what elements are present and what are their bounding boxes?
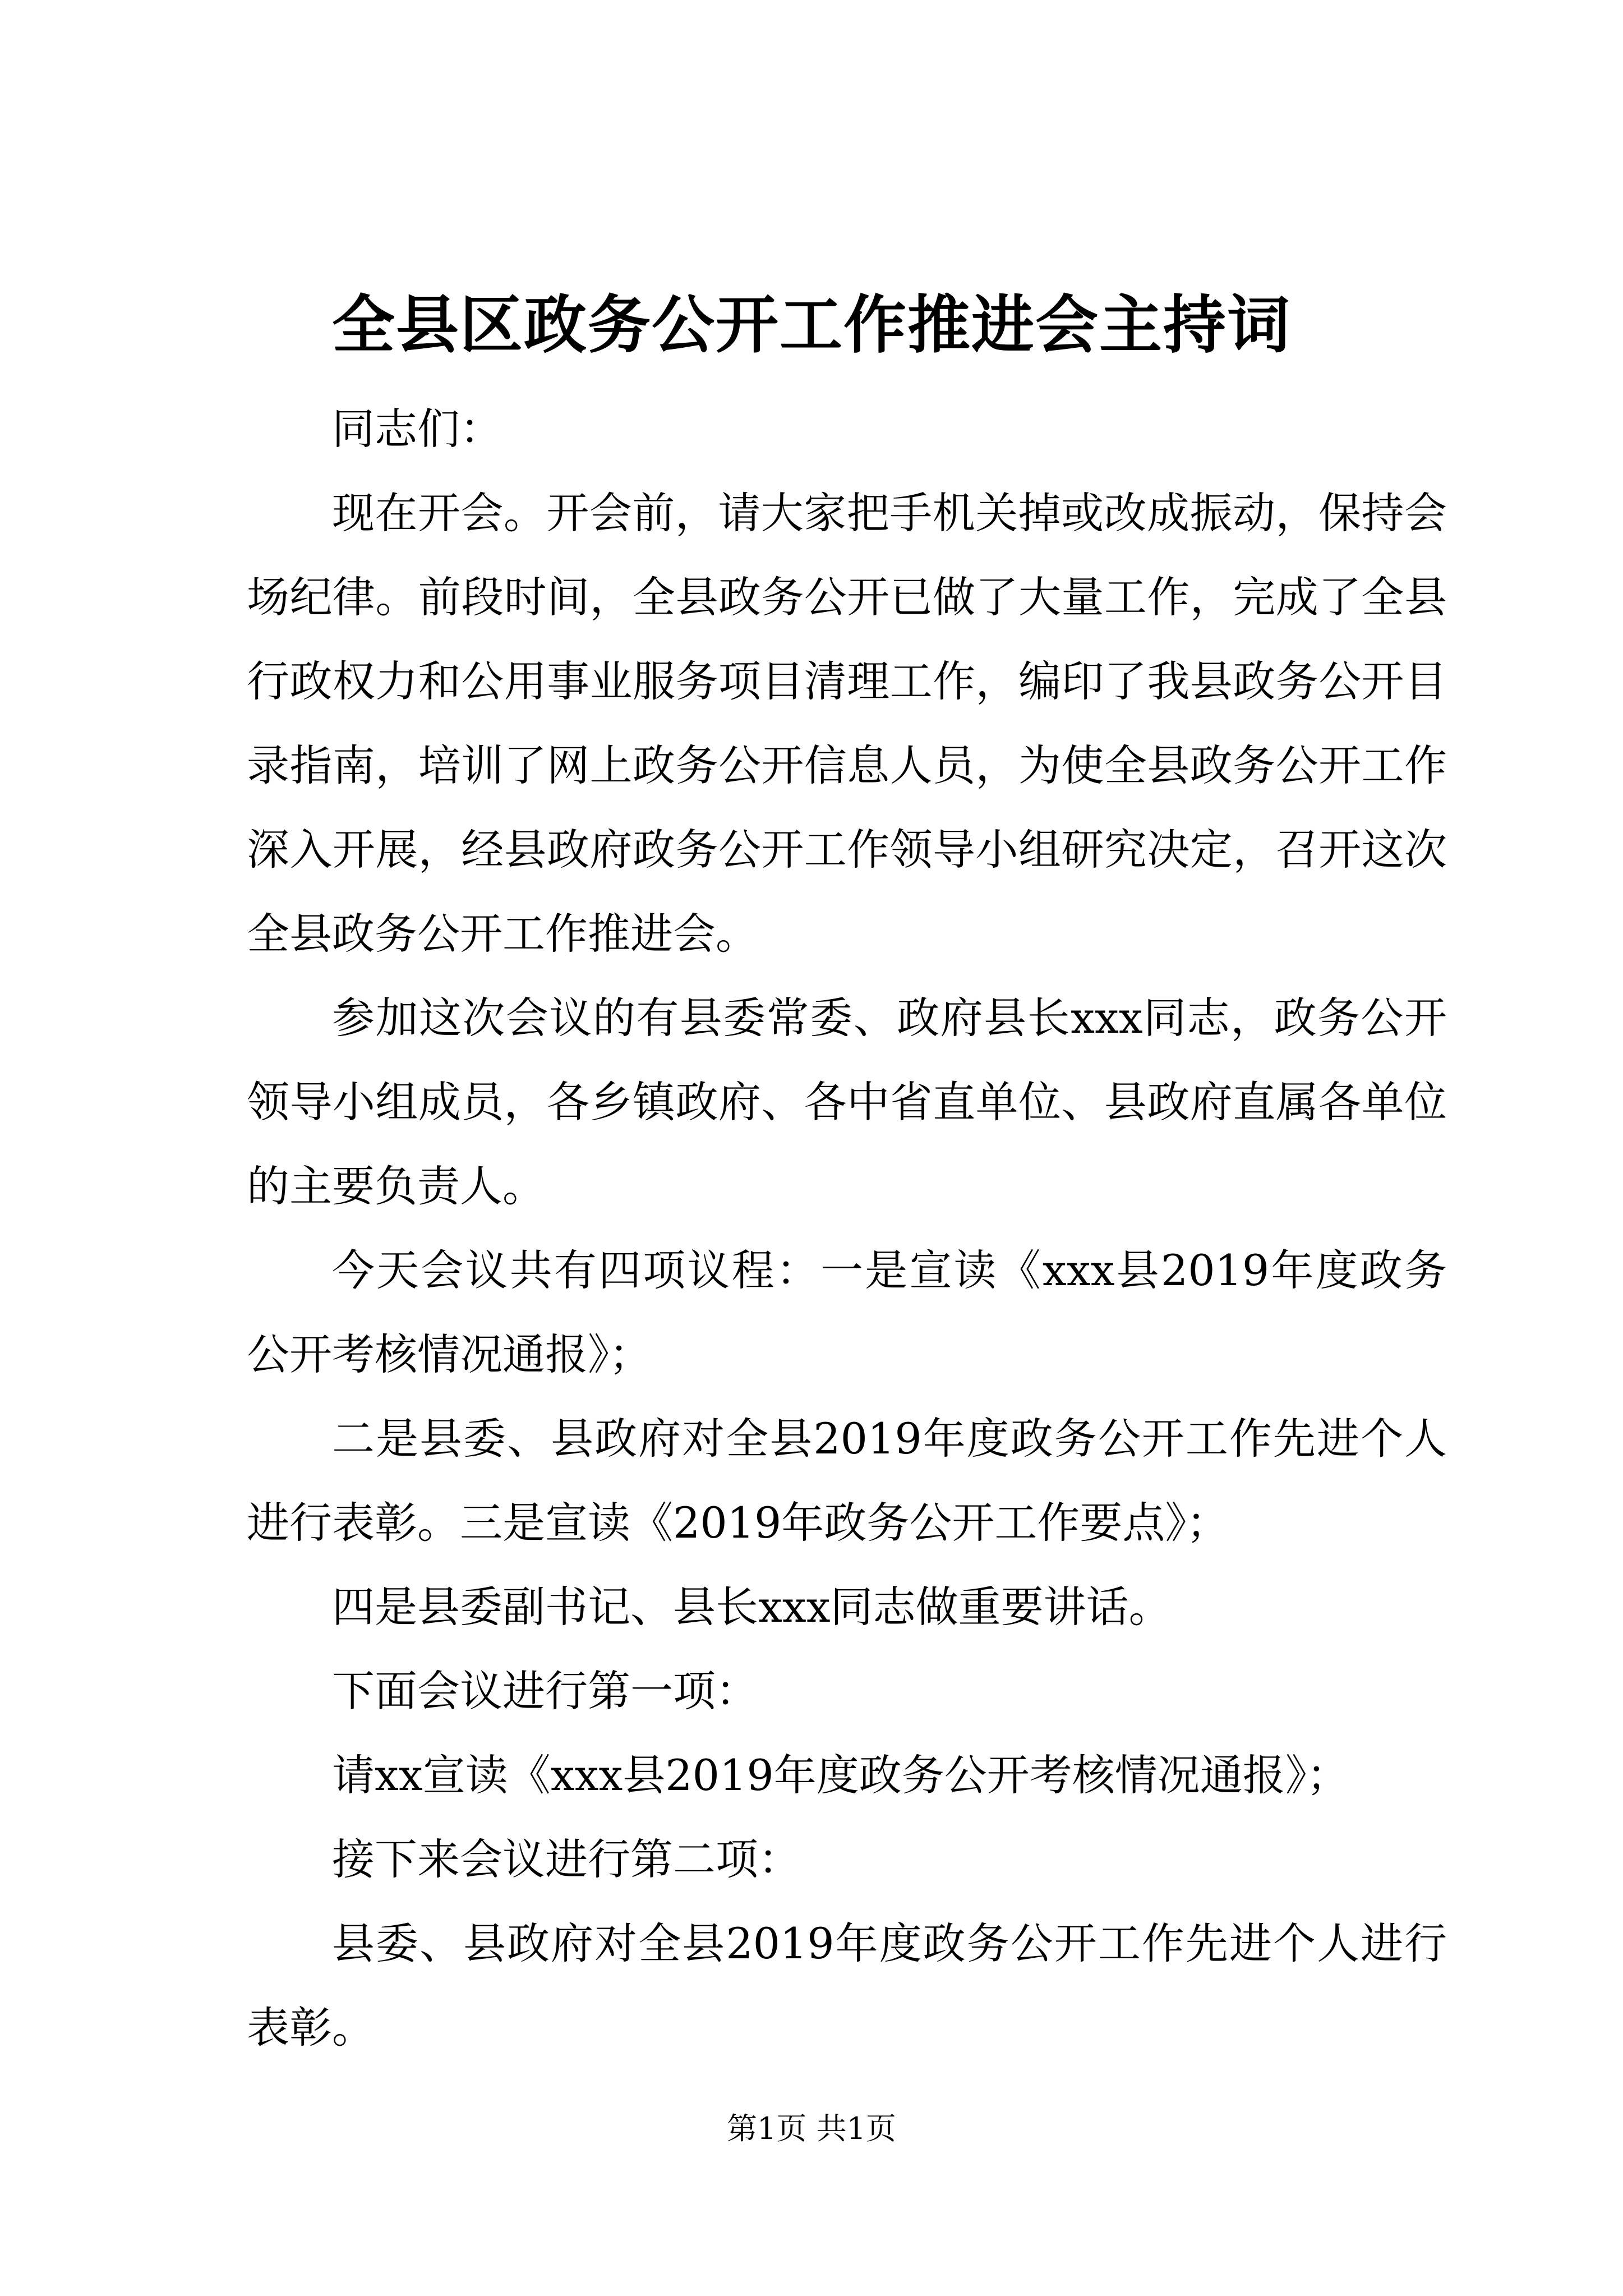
paragraph-item-2-intro: 接下来会议进行第二项： <box>332 1834 801 1884</box>
paragraph-item-1: 请xx宣读《xxx县2019年度政务公开考核情况通报》； <box>332 1750 1349 1800</box>
paragraph-agenda-4: 四是县委副书记、县长xxx同志做重要讲话。 <box>332 1582 1172 1632</box>
document-body <box>247 387 1447 2070</box>
paragraph-item-2: 县委、县政府对全县2019年度政务公开工作先进个人进行表彰。 <box>247 1918 1447 2053</box>
paragraph-agenda-2-3: 二是县委、县政府对全县2019年度政务公开工作先进个人进行表彰。三是宣读《2019年政务公开工作要点》； <box>247 1414 1447 1548</box>
paragraph-item-1-intro: 下面会议进行第一项： <box>332 1666 758 1716</box>
paragraph-opening: 现在开会。开会前，请大家把手机关掉或改成振动，保持会场纪律。前段时间，全县政务公开已做了大量工作，完成了全县行政权力和公用事业服务项目清理工作，编印了我县政务公开目录指南，培训了网上政务公开信息人员，为使全县政务公开工作深入开展，经县政府政务公开工作领导小组研究决定，召开这次全县政务公开工作推进会。 <box>247 488 1447 959</box>
document-title: 全县区政务公开工作推进会主持词 <box>332 288 1291 362</box>
paragraph-attendees: 参加这次会议的有县委常委、政府县长xxx同志，政务公开领导小组成员，各乡镇政府、各中省直单位、县政府直属各单位的主要负责人。 <box>247 993 1447 1211</box>
paragraph-greeting: 同志们： <box>332 404 502 454</box>
paragraph-agenda-1: 今天会议共有四项议程：一是宣读《xxx县2019年度政务公开考核情况通报》； <box>247 1245 1447 1379</box>
page-footer: 第1页 共1页 <box>727 2111 896 2146</box>
